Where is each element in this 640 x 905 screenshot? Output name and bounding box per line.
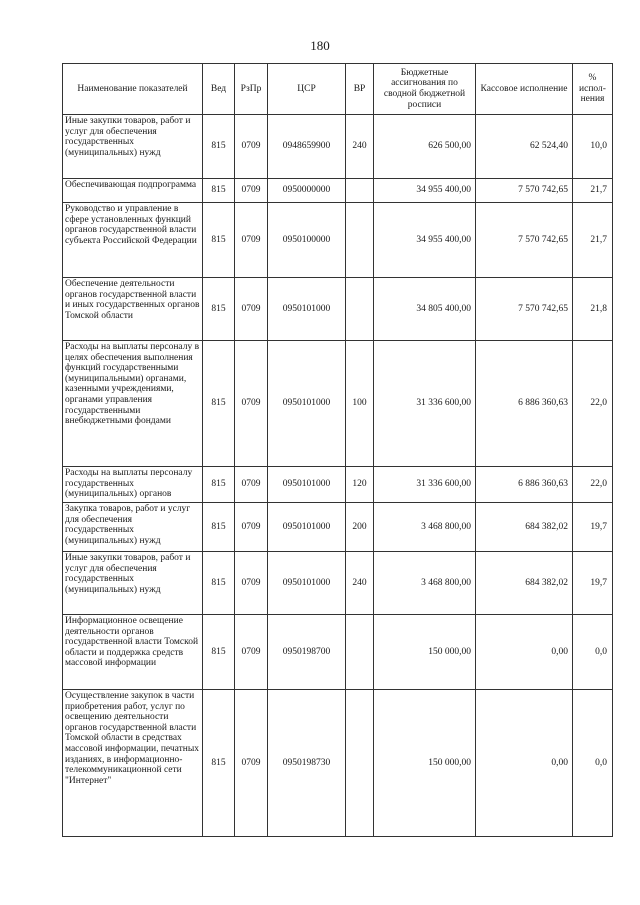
- row-cash: 0,00: [476, 615, 573, 690]
- row-percent: 19,7: [573, 503, 613, 552]
- row-vr: 240: [346, 552, 374, 615]
- row-ved: 815: [203, 467, 235, 503]
- table-row: [63, 690, 613, 837]
- row-name: Иные закупки товаров, работ и услуг для обеспечения государственных (муниципальных) нужд: [63, 115, 203, 179]
- row-csr: 0950198730: [268, 690, 346, 837]
- row-csr: 0950101000: [268, 552, 346, 615]
- row-cash: 684 382,02: [476, 552, 573, 615]
- row-vr: [346, 615, 374, 690]
- header-cash: Кассовое исполнение: [476, 64, 573, 115]
- row-rzpr: 0709: [235, 179, 268, 203]
- row-ved: 815: [203, 690, 235, 837]
- row-ved: 815: [203, 552, 235, 615]
- row-percent: 19,7: [573, 552, 613, 615]
- row-budget: 31 336 600,00: [374, 467, 476, 503]
- budget-table: [62, 63, 613, 837]
- row-vr: [346, 690, 374, 837]
- row-rzpr: 0709: [235, 467, 268, 503]
- row-ved: 815: [203, 179, 235, 203]
- header-percent: % испол-нения: [573, 64, 613, 115]
- row-budget: 3 468 800,00: [374, 552, 476, 615]
- row-rzpr: 0709: [235, 503, 268, 552]
- table-row: [63, 115, 613, 179]
- row-vr: [346, 179, 374, 203]
- row-percent: 21,7: [573, 179, 613, 203]
- row-budget: 34 955 400,00: [374, 179, 476, 203]
- row-budget: 34 955 400,00: [374, 203, 476, 278]
- row-csr: 0950101000: [268, 467, 346, 503]
- row-csr: 0950101000: [268, 341, 346, 467]
- row-ved: 815: [203, 115, 235, 179]
- table-header-row: [63, 64, 613, 115]
- row-vr: 240: [346, 115, 374, 179]
- row-ved: 815: [203, 278, 235, 341]
- row-vr: [346, 203, 374, 278]
- row-rzpr: 0709: [235, 278, 268, 341]
- row-vr: 100: [346, 341, 374, 467]
- row-budget: 150 000,00: [374, 690, 476, 837]
- row-ved: 815: [203, 341, 235, 467]
- row-rzpr: 0709: [235, 690, 268, 837]
- row-percent: 21,8: [573, 278, 613, 341]
- row-name: Иные закупки товаров, работ и услуг для обеспечения государственных (муниципальных) нужд: [63, 552, 203, 615]
- row-cash: 6 886 360,63: [476, 467, 573, 503]
- row-ved: 815: [203, 203, 235, 278]
- table-row: [63, 203, 613, 278]
- row-percent: 22,0: [573, 467, 613, 503]
- row-cash: 6 886 360,63: [476, 341, 573, 467]
- row-cash: 62 524,40: [476, 115, 573, 179]
- header-name: Наименование показателей: [63, 64, 203, 115]
- header-csr: ЦСР: [268, 64, 346, 115]
- table-row: [63, 552, 613, 615]
- row-name: Руководство и управление в сфере установленных функций органов государственной власти субъекта Российской Федерации: [63, 203, 203, 278]
- row-csr: 0950198700: [268, 615, 346, 690]
- table-row: [63, 503, 613, 552]
- row-vr: 120: [346, 467, 374, 503]
- row-budget: 626 500,00: [374, 115, 476, 179]
- row-rzpr: 0709: [235, 115, 268, 179]
- row-name: Расходы на выплаты персоналу государственных (муниципальных) органов: [63, 467, 203, 503]
- page-number: 180: [310, 38, 330, 53]
- row-cash: 7 570 742,65: [476, 203, 573, 278]
- row-percent: 0,0: [573, 615, 613, 690]
- header-vr: ВР: [346, 64, 374, 115]
- row-budget: 34 805 400,00: [374, 278, 476, 341]
- row-rzpr: 0709: [235, 615, 268, 690]
- row-name: Расходы на выплаты персоналу в целях обеспечения выполнения функций государственными (муниципальными) органами, казенными учреждениями, органами управления государственными внебюджетными фондами: [63, 341, 203, 467]
- row-budget: 31 336 600,00: [374, 341, 476, 467]
- row-cash: 7 570 742,65: [476, 179, 573, 203]
- row-csr: 0950000000: [268, 179, 346, 203]
- row-name: Закупка товаров, работ и услуг для обеспечения государственных (муниципальных) нужд: [63, 503, 203, 552]
- table-row: [63, 467, 613, 503]
- row-csr: 0948659900: [268, 115, 346, 179]
- row-vr: [346, 278, 374, 341]
- table-row: [63, 278, 613, 341]
- row-percent: 22,0: [573, 341, 613, 467]
- row-name: Информационное освещение деятельности органов государственной власти Томской области и поддержка средств массовой информации: [63, 615, 203, 690]
- row-csr: 0950101000: [268, 503, 346, 552]
- row-percent: 21,7: [573, 203, 613, 278]
- header-ved: Вед: [203, 64, 235, 115]
- row-vr: 200: [346, 503, 374, 552]
- row-csr: 0950100000: [268, 203, 346, 278]
- row-rzpr: 0709: [235, 552, 268, 615]
- row-budget: 3 468 800,00: [374, 503, 476, 552]
- table-row: [63, 341, 613, 467]
- row-ved: 815: [203, 615, 235, 690]
- row-csr: 0950101000: [268, 278, 346, 341]
- row-percent: 0,0: [573, 690, 613, 837]
- row-rzpr: 0709: [235, 341, 268, 467]
- row-percent: 10,0: [573, 115, 613, 179]
- header-rzpr: РзПр: [235, 64, 268, 115]
- row-cash: 684 382,02: [476, 503, 573, 552]
- row-name: Обеспечивающая подпрограмма: [63, 179, 203, 203]
- row-cash: 0,00: [476, 690, 573, 837]
- header-budget: Бюджетные ассигнования по сводной бюджетной росписи: [374, 64, 476, 115]
- table-row: [63, 615, 613, 690]
- row-ved: 815: [203, 503, 235, 552]
- row-name: Обеспечение деятельности органов государственной власти и иных государственных органов Томской области: [63, 278, 203, 341]
- row-name: Осуществление закупок в части приобретения работ, услуг по освещению деятельности органов государственной власти Томской области в средствах массовой информации, печатных изданиях, в информационно-телекоммуникационной сети "Интернет": [63, 690, 203, 837]
- table-row: [63, 179, 613, 203]
- row-rzpr: 0709: [235, 203, 268, 278]
- row-budget: 150 000,00: [374, 615, 476, 690]
- row-cash: 7 570 742,65: [476, 278, 573, 341]
